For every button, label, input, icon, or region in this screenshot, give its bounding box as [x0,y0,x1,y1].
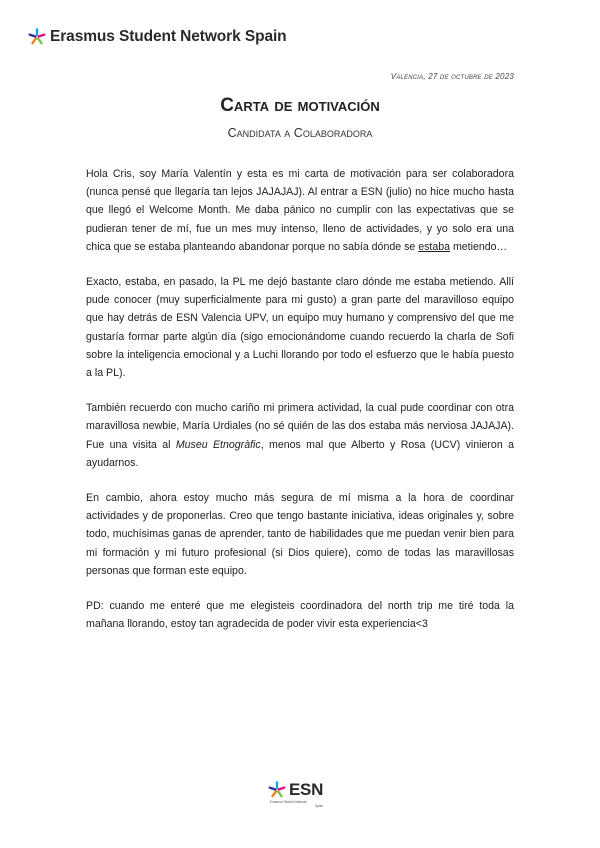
paragraph-1-text: Hola Cris, soy María Valentín y esta es mi carta de motivación para ser colaboradora (nunca pensé que llegaría tan lejos JAJAJAJ). Al entrar a ESN (julio) no hice mucho hasta que llegó el Welcome Month. Me daba pánico no cumplir con las expectativas que se pudieran tener de mí, fue un mes muy intenso, lleno de actividades, y yo solo era una chica que se estaba planteando abandonar porque no sabía dónde se [86,168,514,253]
header [28,28,287,46]
paragraph-5: PD: cuando me enteré que me elegisteis coordinadora del north trip me tiré toda la mañana llorando, estoy tan agradecida de poder vivir esta experiencia<3 [86,600,514,631]
museum-name: Museu Etnogràfic [175,438,261,451]
paragraph-1-end: metiendo… [450,240,508,253]
footer-logo [268,780,338,808]
paragraph-3-end: , menos mal que Alberto y Rosa (UCV) vinieron a ayudarnos. [86,438,514,469]
paragraph-1 [86,165,514,256]
esn-star-logo-icon [268,781,286,799]
letter-body [86,165,514,650]
esn-logo-text: ESN [289,780,324,799]
paragraph-3 [86,399,514,472]
esn-star-logo-icon [28,28,46,46]
letter-title: Carta de motivación [220,95,380,116]
footer-tagline: Erasmus Student Network [270,800,308,804]
paragraph-2: Exacto, estaba, en pasado, la PL me dejó bastante claro dónde me estaba metiendo. Allí pude conocer (muy superficialmente para mi gusto) a gran parte del maravilloso equipo que hay detrás de ESN Valencia UPV, un equipo muy humano y comprensivo del que me gustaría formar parte algún día (sigo emocionándome cuando recuerdo la charla de Sofi sobre la inteligencia emocional y a Luchi llorando por todo el esfuerzo que le había puesto a la PL). [86,276,514,380]
footer-country: Spain [315,804,324,808]
paragraph-3-text: También recuerdo con mucho cariño mi primera actividad, la cual pude coordinar con otra maravillosa newbie, María Urdiales (no sé quién de las dos estaba más nerviosa JAJAJA). Fue una visita al [86,402,514,451]
org-name: Erasmus Student Network Spain [50,28,287,45]
underlined-word: estaba [418,240,451,253]
letter-date: Valencia, 27 de octubre de 2023 [390,72,514,81]
paragraph-4: En cambio, ahora estoy mucho más segura de mí misma a la hora de coordinar actividades y de proponerlas. Creo que tengo bastante iniciativa, ideas originales y, sobre todo, muchísimas ganas de aprender, tanto de habilidades que me puedan venir bien para mi formación y mi futuro profesional (si Dios quiere), como de todas las maravillosas personas que forman este equipo. [86,492,514,577]
letter-subtitle: Candidata a Colaboradora [227,126,373,140]
